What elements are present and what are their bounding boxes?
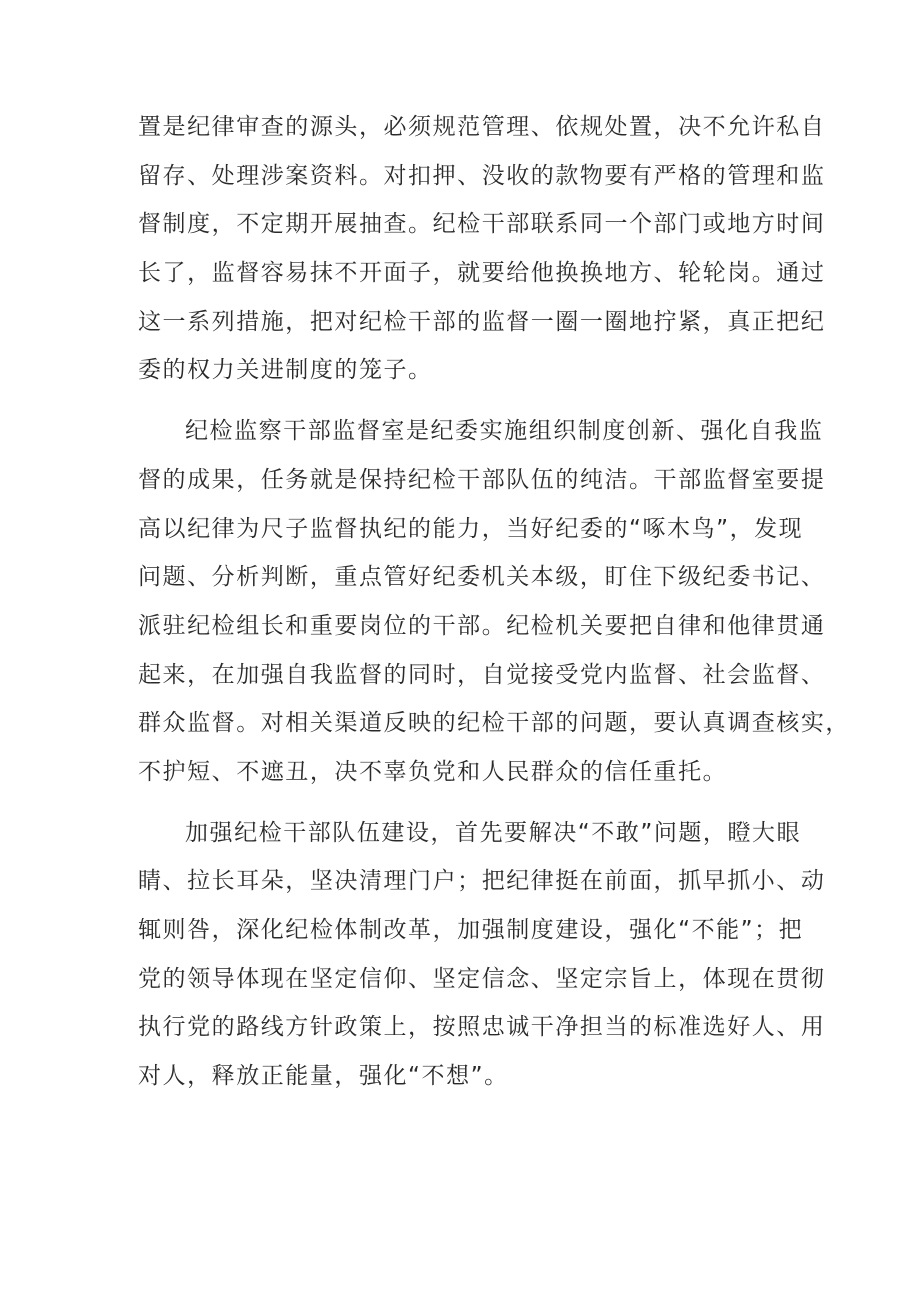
text-line: 问题、分析判断，重点管好纪委机关本级，盯住下级纪委书记、: [138, 564, 826, 591]
text-line: 睛、拉长耳朵，坚决清理门户；把纪律挺在前面，抓早抓小、动: [138, 868, 826, 895]
text-line: 辄则咎，深化纪检体制改革，加强制度建设，强化“不能”；把: [138, 917, 804, 943]
text-line: 对人，释放正能量，强化“不想”。: [138, 1063, 509, 1090]
text-line: 纪检监察干部监督室是纪委实施组织制度创新、强化自我监: [185, 418, 824, 445]
text-line: 留存、处理涉案资料。对扣押、没收的款物要有严格的管理和监: [138, 162, 826, 189]
text-line: 这一系列措施，把对纪检干部的监督一圈一圈地拧紧，真正把纪: [138, 308, 826, 335]
text-line: 督制度，不定期开展抽查。纪检干部联系同一个部门或地方时间: [138, 211, 826, 238]
text-line: 委的权力关进制度的笼子。: [138, 357, 433, 384]
text-line: 长了，监督容易抹不开面子，就要给他换换地方、轮轮岗。通过: [138, 260, 826, 287]
paragraph-1: [138, 103, 826, 395]
text-line: 不护短、不遮丑，决不辜负党和人民群众的信任重托。: [138, 758, 728, 785]
paragraph-gap: [138, 797, 818, 809]
text-line: 党的领导体现在坚定信仰、坚定信念、坚定宗旨上，体现在贯彻: [138, 965, 826, 992]
text-line: 高以纪律为尺子监督执纪的能力，当好纪委的“啄木鸟”，发现: [138, 515, 804, 542]
paragraph-2: [138, 407, 850, 797]
paragraph-3: [138, 809, 826, 1101]
text-line: 起来，在加强自我监督的同时，自觉接受党内监督、社会监督、: [138, 661, 826, 688]
paragraph-gap: [138, 395, 818, 407]
text-line: 群众监督。对相关渠道反映的纪检干部的问题，要认真调查核实，: [138, 710, 850, 737]
text-line: 执行党的路线方针政策上，按照忠诚干净担当的标准选好人、用: [138, 1014, 826, 1041]
document-body: [138, 103, 850, 1101]
text-line: 督的成果，任务就是保持纪检干部队伍的纯洁。干部监督室要提: [138, 466, 826, 493]
text-line: 派驻纪检组长和重要岗位的干部。纪检机关要把自律和他律贯通: [138, 612, 826, 639]
text-line: 加强纪检干部队伍建设，首先要解决“不敢”问题，瞪大眼: [185, 819, 802, 846]
text-line: 置是纪律审查的源头，必须规范管理、依规处置，决不允许私自: [138, 114, 826, 140]
